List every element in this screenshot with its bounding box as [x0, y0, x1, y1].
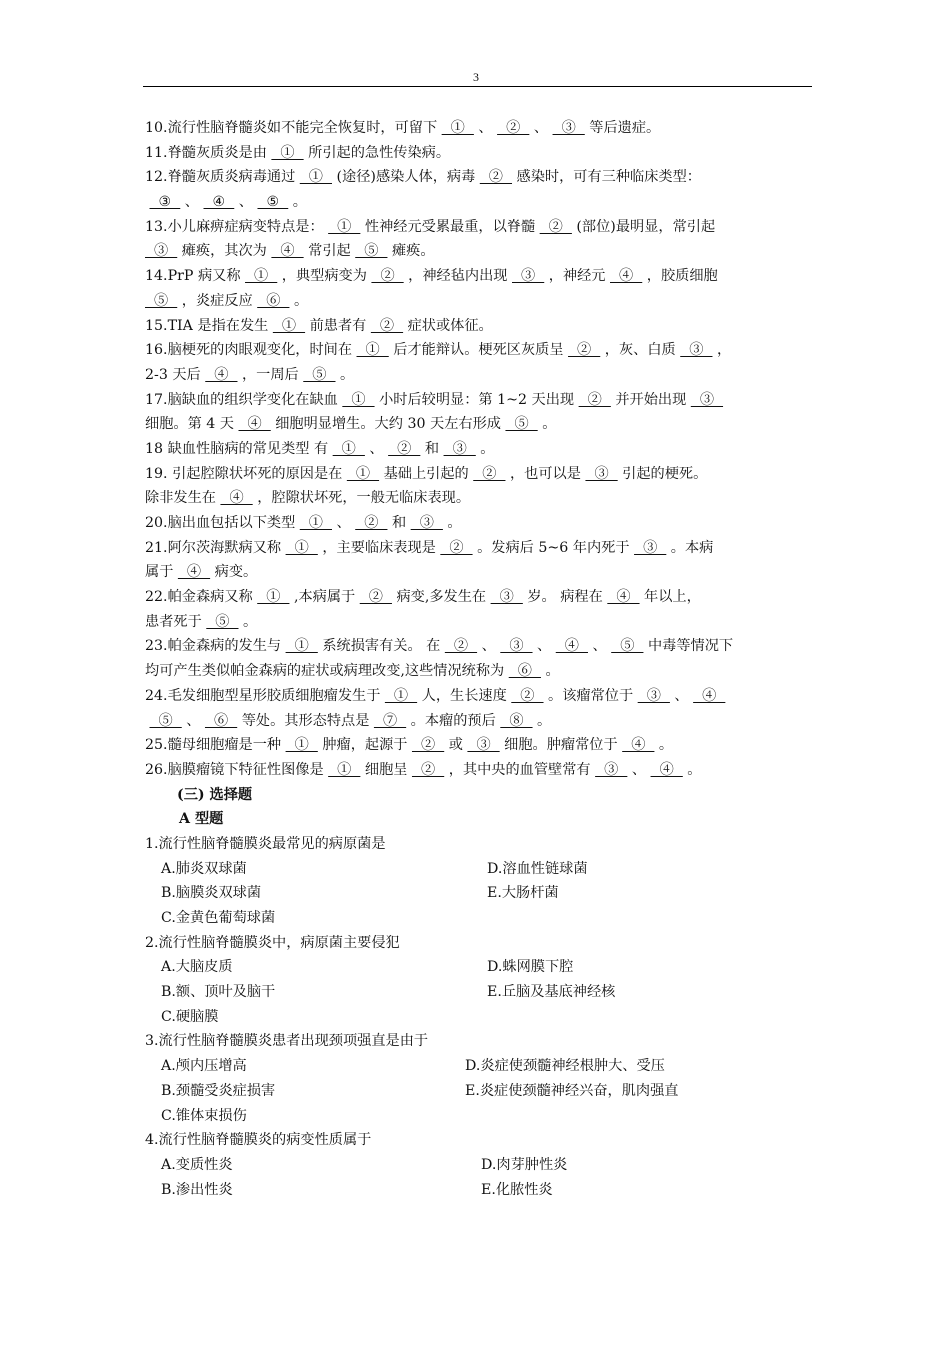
- blank-marker: ②: [511, 687, 544, 704]
- blank-marker: ①: [441, 120, 474, 136]
- blank-marker: ③: [637, 687, 670, 704]
- blank-marker: ④: [238, 416, 271, 433]
- option-a: A.变质性炎: [161, 1156, 233, 1173]
- blank-marker: ⑦: [373, 712, 407, 729]
- blank-marker: ④: [205, 366, 238, 383]
- blank-marker: ①: [257, 589, 290, 606]
- section-title: (三) 选择题: [177, 786, 253, 803]
- fill-blank-line: 14.PrP 病又称 ① ，典型病变为 ② ，神经毡内出现 ③ ，神经元 ④ ，胶质细胞: [145, 268, 718, 285]
- blank-marker: ②: [388, 440, 421, 457]
- blank-marker: ②: [473, 465, 506, 482]
- blank-marker: ④: [650, 761, 683, 778]
- blank-marker: ④: [610, 268, 643, 285]
- blank-marker: ④: [203, 194, 235, 211]
- option-c: C.硬脑膜: [161, 1008, 219, 1025]
- blank-marker: ①: [299, 169, 332, 186]
- fill-blank-line: 22.帕金森病又称 ① ,本病属于 ② 病变,多发生在 ③ 岁。 病程在 ④ 年以上，: [145, 589, 701, 606]
- option-a: A.肺炎双球菌: [161, 860, 247, 877]
- fill-blank-line: ③ 瘫痪，其次为 ④ 常引起 ⑤ 瘫痪。: [145, 243, 435, 260]
- blank-marker: ③: [145, 243, 178, 260]
- blank-marker: ②: [479, 169, 513, 186]
- fill-blank-line: 20.脑出血包括以下类型 ① 、 ② 和 ③ 。: [145, 515, 462, 531]
- blank-marker: ③: [490, 589, 523, 606]
- option-row: [145, 1104, 811, 1129]
- blank-marker: ④: [607, 589, 640, 606]
- option-row: [145, 955, 811, 980]
- blank-marker: ⑤: [303, 366, 336, 383]
- blank-marker: ③: [690, 391, 724, 408]
- fill-blank-line: 属于 ④ 病变。: [145, 564, 258, 581]
- blank-marker: ②: [497, 120, 530, 136]
- fill-blank-line: ⑤ 、 ⑥ 等处。其形态特点是 ⑦ 。本瘤的预后 ⑧ 。: [149, 712, 552, 729]
- section-subtitle: A 型题: [179, 811, 224, 828]
- option-e: E.丘脑及基底神经核: [487, 984, 616, 1001]
- fill-blank-line: 18 缺血性脑病的常见类型 有 ① 、 ② 和 ③ 。: [145, 440, 495, 457]
- option-d: D.蛛网膜下腔: [487, 959, 574, 976]
- option-c: C.金黄色葡萄球菌: [161, 910, 276, 926]
- option-b: B.颈髓受炎症损害: [161, 1082, 276, 1099]
- fill-blank-line: 24.毛发细胞型星形胶质细胞瘤发生于 ① 人，生长速度 ② 。该瘤常位于 ③ 、 ④: [145, 687, 726, 704]
- blank-marker: ①: [332, 440, 365, 457]
- fill-blank-line: 16.脑梗死的肉眼观变化，时间在 ① 后才能辩认。梗死区灰质呈 ② ，灰、白质 ③ ，: [145, 342, 732, 359]
- option-b: B.渗出性炎: [161, 1181, 233, 1198]
- blank-marker: ④: [271, 243, 304, 260]
- option-a: A.颅内压增高: [161, 1058, 247, 1075]
- blank-marker: ①: [342, 391, 375, 408]
- blank-marker: ①: [285, 539, 318, 556]
- option-row: [145, 881, 811, 906]
- blank-marker: ③: [585, 465, 618, 482]
- blank-marker: ①: [356, 342, 389, 359]
- blank-marker: ⑥: [204, 712, 238, 729]
- option-d: D.炎症使颈髓神经根肿大、受压: [465, 1058, 665, 1075]
- blank-marker: ②: [370, 317, 404, 334]
- page-content: [145, 116, 811, 1202]
- blank-marker: ③: [552, 120, 585, 136]
- option-e: E.大肠杆菌: [487, 885, 559, 902]
- fill-blank-line: 15.TIA 是指在发生 ① 前患者有 ② 症状或体征。: [145, 317, 493, 334]
- blank-marker: ③: [595, 761, 628, 778]
- blank-marker: ①: [328, 761, 361, 778]
- blank-marker: ③: [443, 440, 476, 457]
- option-b: B.额、顶叶及脑干: [161, 984, 276, 1001]
- blank-marker: ①: [328, 218, 361, 235]
- blank-marker: ①: [384, 687, 418, 704]
- header-rule: [143, 86, 812, 87]
- fill-blank-line: 均可产生类似帕金森病的症状或病理改变,这些情况统称为 ⑥ 。: [145, 663, 560, 680]
- blank-marker: ②: [444, 638, 478, 655]
- blank-marker: ④: [555, 638, 588, 655]
- fill-blank-line: 21.阿尔茨海默病又称 ① ，主要临床表现是 ② 。发病后 5~6 年内死于 ③ 。本病: [145, 539, 714, 556]
- option-row: [145, 906, 811, 931]
- option-row: [145, 980, 811, 1005]
- question-stem: 1.流行性脑脊髓膜炎最常见的病原菌是: [145, 835, 386, 852]
- blank-marker: ②: [578, 391, 611, 408]
- blank-marker: ⑤: [257, 194, 289, 211]
- blank-marker: ②: [539, 218, 572, 235]
- fill-blank-line: 患者死于 ⑤ 。: [145, 613, 258, 630]
- question-stem: 2.流行性脑脊髓膜炎中，病原菌主要侵犯: [145, 934, 400, 951]
- option-d: D.溶血性链球菌: [487, 860, 588, 877]
- blank-marker: ③: [467, 737, 500, 754]
- fill-blank-line: 17.脑缺血的组织学变化在缺血 ① 小时后较明显：第 1~2 天出现 ② 并开始出现 ③: [145, 391, 724, 408]
- option-row: [145, 1054, 811, 1079]
- blank-marker: ⑧: [500, 712, 533, 729]
- option-a: A.大脑皮质: [161, 959, 233, 976]
- blank-marker: ②: [568, 342, 601, 359]
- option-row: [145, 1178, 811, 1203]
- option-row: [145, 1005, 811, 1030]
- option-c: C.锥体束损伤: [161, 1107, 247, 1124]
- option-row: [145, 1079, 811, 1104]
- blank-marker: ⑥: [508, 663, 541, 680]
- question-stem: 4.流行性脑脊髓膜炎的病变性质属于: [145, 1132, 372, 1149]
- fill-blank-line: 23.帕金森病的发生与 ① 系统损害有关。 在 ② 、 ③ 、 ④ 、 ⑤ 中毒等情况下: [145, 638, 734, 655]
- option-e: E.炎症使颈髓神经兴奋，肌肉强直: [465, 1082, 679, 1099]
- blank-marker: ①: [245, 268, 278, 285]
- option-row: [145, 857, 811, 882]
- blank-marker: ③: [680, 342, 713, 359]
- blank-marker: ⑤: [505, 416, 538, 433]
- blank-marker: ④: [177, 564, 211, 581]
- blank-marker: ⑤: [149, 712, 182, 729]
- fill-blank-line: ⑤ ，炎症反应 ⑥ 。: [145, 292, 309, 309]
- fill-blank-line: 除非发生在 ④ ，腔隙状坏死，一般无临床表现。: [145, 490, 471, 507]
- blank-marker: ①: [285, 638, 318, 655]
- blank-marker: ⑥: [257, 292, 290, 309]
- fill-blank-line: 19. 引起腔隙状坏死的原因是在 ① 基础上引起的 ② ，也可以是 ③ 引起的梗死。: [145, 465, 708, 482]
- option-e: E.化脓性炎: [481, 1181, 553, 1198]
- blank-marker: ②: [411, 737, 445, 754]
- fill-blank-line: 26.脑膜瘤镜下特征性图像是 ① 细胞呈 ② ，其中央的血管壁常有 ③ 、 ④ 。: [145, 761, 702, 778]
- blank-marker: ③: [410, 515, 443, 531]
- fill-blank-line: 12.脊髓灰质炎病毒通过 ① (途径)感染人体，病毒 ② 感染时，可有三种临床类型：: [145, 169, 701, 186]
- blank-marker: ①: [346, 465, 380, 482]
- blank-marker: ③: [512, 268, 545, 285]
- blank-marker: ⑤: [206, 613, 239, 630]
- fill-blank-line: 10.流行性脑脊髓炎如不能完全恢复时，可留下 ① 、 ② 、 ③ 等后遗症。: [145, 120, 661, 136]
- fill-blank-line: 细胞。第 4 天 ④ 细胞明显增生。大约 30 天左右形成 ⑤ 。: [145, 416, 557, 433]
- blank-marker: ②: [359, 589, 392, 606]
- blank-marker: ①: [299, 515, 332, 531]
- option-d: D.肉芽肿性炎: [481, 1156, 568, 1173]
- blank-marker: ⑤: [145, 292, 178, 309]
- question-stem: 3.流行性脑脊髓膜炎患者出现颈项强直是由于: [145, 1033, 429, 1050]
- blank-marker: ②: [371, 268, 404, 285]
- blank-marker: ④: [622, 737, 655, 754]
- option-b: B.脑膜炎双球菌: [161, 885, 262, 902]
- blank-marker: ③: [500, 638, 533, 655]
- blank-marker: ④: [693, 687, 726, 704]
- fill-blank-line: 13.小儿麻痹症病变特点是： ① 性神经元受累最重，以脊髓 ② (部位)最明显，常引起: [145, 218, 716, 235]
- blank-marker: ②: [440, 539, 473, 556]
- blank-marker: ②: [355, 515, 388, 531]
- fill-blank-line: 11.脊髓灰质炎是由 ① 所引起的急性传染病。: [145, 144, 451, 161]
- blank-marker: ①: [271, 144, 304, 161]
- blank-marker: ③: [634, 539, 667, 556]
- blank-marker: ④: [220, 490, 253, 507]
- blank-marker: ①: [272, 317, 306, 334]
- page-number: 3: [473, 70, 479, 84]
- fill-blank-line: 2-3 天后 ④ ，一周后 ⑤ 。: [145, 366, 355, 383]
- fill-blank-line: ③ 、 ④ 、 ⑤ 。: [149, 194, 307, 211]
- blank-marker: ⑤: [355, 243, 388, 260]
- blank-marker: ③: [149, 194, 181, 211]
- blank-marker: ⑤: [611, 638, 644, 655]
- blank-marker: ②: [411, 761, 445, 778]
- fill-blank-line: 25.髓母细胞瘤是一种 ① 肿瘤，起源于 ② 或 ③ 细胞。肿瘤常位于 ④ 。: [145, 737, 674, 754]
- blank-marker: ①: [285, 737, 318, 754]
- option-row: [145, 1153, 811, 1178]
- fill-blank-section: [145, 116, 811, 783]
